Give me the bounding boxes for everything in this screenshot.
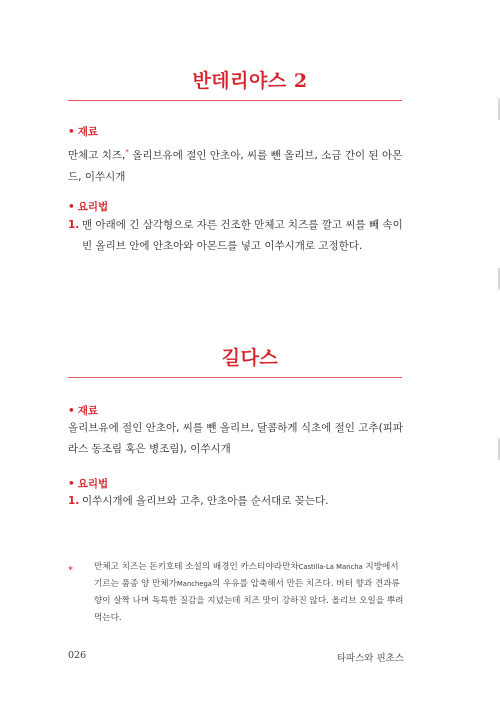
step-number: 1.	[68, 495, 80, 507]
ingredients-heading-label: 재료	[77, 405, 99, 417]
footnote-text-b: 지방에서 기르는 품종 양 만체가	[94, 562, 399, 589]
running-title: 타파스와 핀초스	[336, 653, 404, 664]
method-step	[68, 215, 404, 257]
bullet-icon: •	[68, 201, 75, 213]
method-heading-label: 요리법	[77, 201, 109, 213]
step-number: 1.	[68, 219, 80, 231]
ingredients-heading-label: 재료	[77, 126, 99, 138]
footnote-small-a: Castilla-La Mancha	[298, 563, 363, 571]
recipe-title: 길다스	[221, 347, 279, 369]
step-text: 맨 아래에 긴 삼각형으로 자른 건조한 만체고 치즈를 깔고 씨를 빼 속이 빈 올리브 안에 안초아와 아몬드를 넣고 이쑤시개로 고정한다.	[82, 219, 403, 252]
method-heading	[68, 199, 108, 214]
ingredients-text-a: 만체고 치즈,	[68, 149, 126, 162]
footnote-text-a: 만체고 치즈는 돈키호테 소설의 배경인 카스티야라만차	[94, 562, 299, 572]
method-heading	[68, 476, 108, 491]
ingredients-text: 올리브유에 절인 안초아, 씨를 뺀 올리브, 달콤하게 식초에 절인 고추(피파라스 동조림 혹은 병조림), 이쑤시개	[68, 422, 403, 455]
bullet-icon: •	[68, 126, 75, 138]
ingredients-text-b: 올리브유에 절인 안초아, 씨를 뺀 올리브, 소금 간이 된 아몬드, 이쑤시개	[68, 149, 403, 183]
footnote-text	[94, 559, 406, 627]
bullet-icon: •	[68, 405, 75, 417]
method-step	[68, 491, 404, 512]
footnote-text-c: 의 우유를 압축해서 만든 치즈다. 버터 향과 견과류 향이 살짝 나며 독특한 질감을 지녔는데 치즈 맛이 강하진 않다. 올리브 오일을 뿌려 먹는다.	[94, 579, 404, 623]
footnote-reference: *	[125, 148, 129, 156]
method-heading-label: 요리법	[77, 478, 109, 490]
recipe-title: 반데리야스 2	[192, 70, 308, 92]
ingredients-heading	[68, 124, 98, 139]
step-text: 이쑤시개에 올리브와 고추, 안초아를 순서대로 꽂는다.	[82, 495, 329, 507]
footnote-mark: *	[68, 565, 73, 576]
footnote-small-b: Manchega	[176, 580, 212, 588]
title-rule	[68, 377, 402, 378]
bullet-icon: •	[68, 478, 75, 490]
page-number: 026	[68, 650, 87, 661]
ingredients-heading	[68, 403, 98, 418]
title-rule	[68, 100, 402, 101]
ingredients-text	[68, 142, 404, 188]
